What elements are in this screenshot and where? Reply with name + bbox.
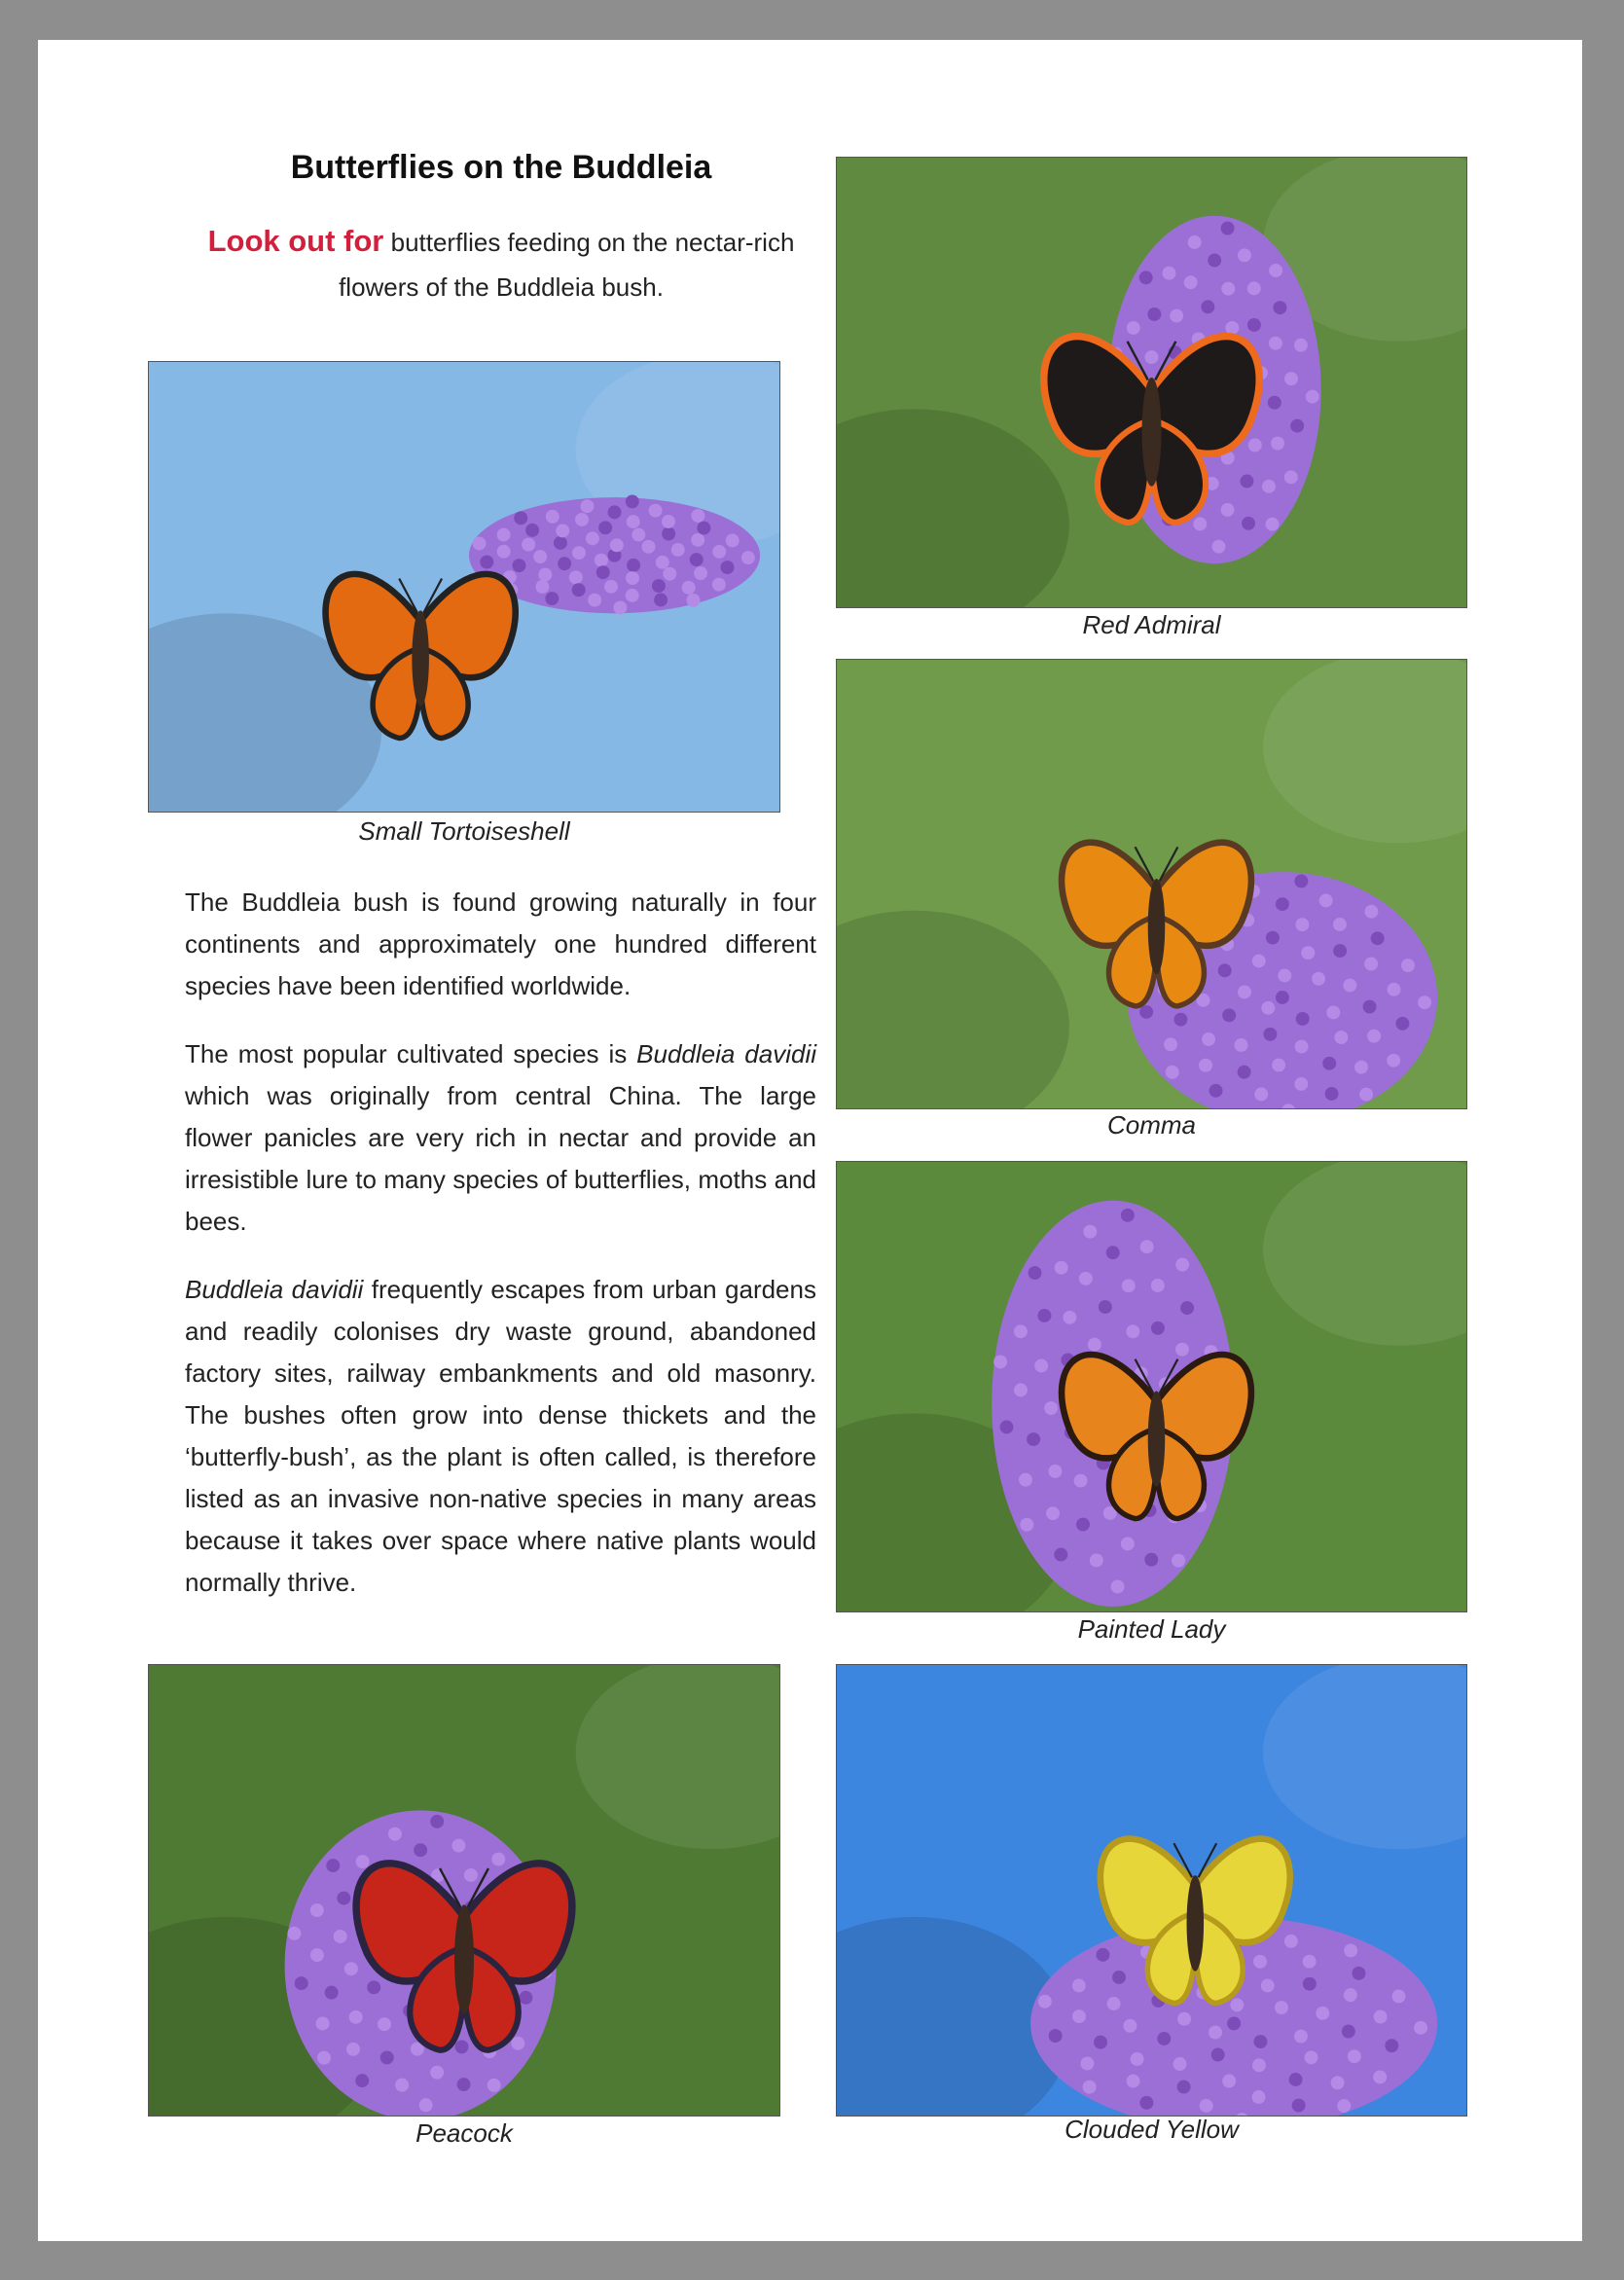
caption-small-tortoiseshell: Small Tortoiseshell bbox=[358, 816, 570, 846]
paragraph bbox=[185, 1033, 816, 1243]
paragraph bbox=[185, 1269, 816, 1604]
document-page bbox=[38, 40, 1582, 2241]
intro-lead: Look out for bbox=[207, 224, 384, 258]
painted-lady-image bbox=[837, 1162, 1466, 1611]
photo-red-admiral bbox=[836, 157, 1467, 608]
peacock-image bbox=[149, 1665, 779, 2116]
caption-painted-lady: Painted Lady bbox=[1077, 1614, 1226, 1644]
red-admiral-image bbox=[837, 158, 1466, 607]
photo-peacock bbox=[148, 1664, 780, 2117]
species-name: Buddleia davidii bbox=[185, 1275, 364, 1304]
paragraph-text: frequently escapes from urban gardens and readily colonises dry waste ground, abandoned factory sites, railway embankments and old masonry. The bushes often grow into dense thickets and the ‘butterfly-bush’, as the plant is often called, is therefore listed as an invasive non-native species in many areas because it takes over space where native plants would normally thrive. bbox=[185, 1275, 816, 1597]
caption-comma: Comma bbox=[1106, 1110, 1196, 1140]
page-title: Butterflies on the Buddleia bbox=[290, 149, 712, 186]
caption-peacock: Peacock bbox=[415, 2118, 513, 2148]
body-text bbox=[185, 882, 816, 1630]
paragraph-text: The Buddleia bush is found growing naturally in four continents and approximately one hundred different species have been identified worldwide. bbox=[185, 887, 816, 1000]
photo-comma bbox=[836, 659, 1467, 1109]
paragraph-text: which was originally from central China. The large flower panicles are very rich in nectar and provide an irresistible lure to many species of butterflies, moths and bees. bbox=[185, 1081, 816, 1236]
paragraph bbox=[185, 882, 816, 1007]
small-tortoiseshell-image bbox=[149, 362, 779, 812]
photo-clouded-yellow bbox=[836, 1664, 1467, 2117]
clouded-yellow-image bbox=[837, 1665, 1466, 2116]
caption-clouded-yellow: Clouded Yellow bbox=[1065, 2115, 1239, 2144]
intro-text bbox=[185, 219, 817, 309]
species-name: Buddleia davidii bbox=[636, 1039, 816, 1068]
paragraph-text: The most popular cultivated species is bbox=[185, 1039, 637, 1068]
intro-body: butterflies feeding on the nectar-rich flowers of the Buddleia bush. bbox=[339, 228, 795, 302]
photo-painted-lady bbox=[836, 1161, 1467, 1612]
caption-red-admiral: Red Admiral bbox=[1082, 610, 1221, 639]
comma-image bbox=[837, 660, 1466, 1108]
photo-small-tortoiseshell bbox=[148, 361, 780, 813]
